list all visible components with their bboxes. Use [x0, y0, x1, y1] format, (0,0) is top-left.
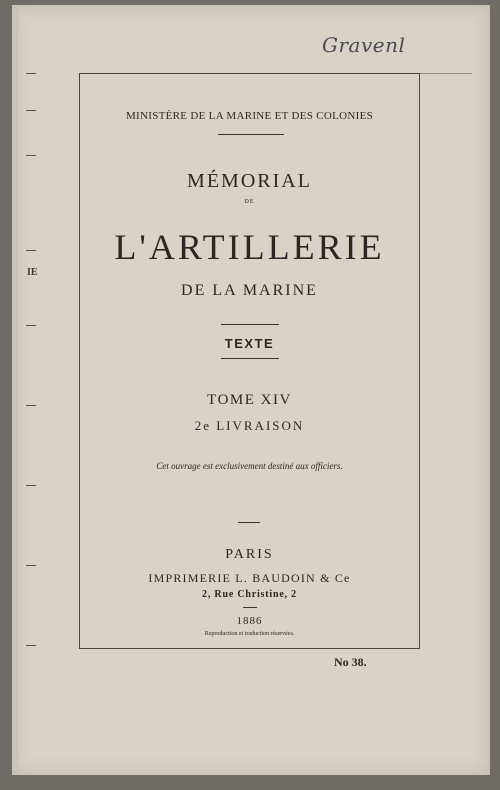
- main-title: L'ARTILLERIE: [114, 227, 385, 267]
- spine-stitch-marks: [26, 5, 38, 775]
- divider-texte-bottom: [221, 358, 279, 359]
- title-de: DE: [244, 199, 255, 205]
- title-memorial: MÉMORIAL: [187, 170, 312, 192]
- title-frame: [79, 73, 420, 649]
- divider-top: [218, 134, 284, 135]
- title-de-la-marine: DE LA MARINE: [181, 282, 318, 299]
- issue-number: No 38.: [334, 655, 367, 669]
- restriction-notice: Cet ouvrage est exclusivement destiné aux officiers.: [156, 461, 343, 471]
- livraison: 2e LIVRAISON: [194, 418, 305, 433]
- rights-notice: Reproduction et traduction réservées.: [204, 631, 295, 637]
- section-label: TEXTE: [224, 336, 275, 351]
- book-cover: [12, 5, 490, 775]
- tome-number: TOME XIV: [207, 392, 292, 408]
- divider-year: [243, 607, 257, 608]
- ministry-heading: MINISTÈRE DE LA MARINE ET DES COLONIES: [125, 110, 374, 122]
- printer-name: IMPRIMERIE L. BAUDOIN & Ce: [148, 571, 351, 585]
- handwritten-signature: Gravenl: [322, 33, 406, 57]
- publisher-city: PARIS: [225, 547, 274, 562]
- divider-texte-top: [221, 324, 279, 325]
- printer-address: 2, Rue Christine, 2: [202, 589, 297, 600]
- spine-text-fragment: IE: [27, 267, 38, 278]
- publication-year: 1886: [236, 615, 263, 627]
- divider-middle: [238, 522, 260, 523]
